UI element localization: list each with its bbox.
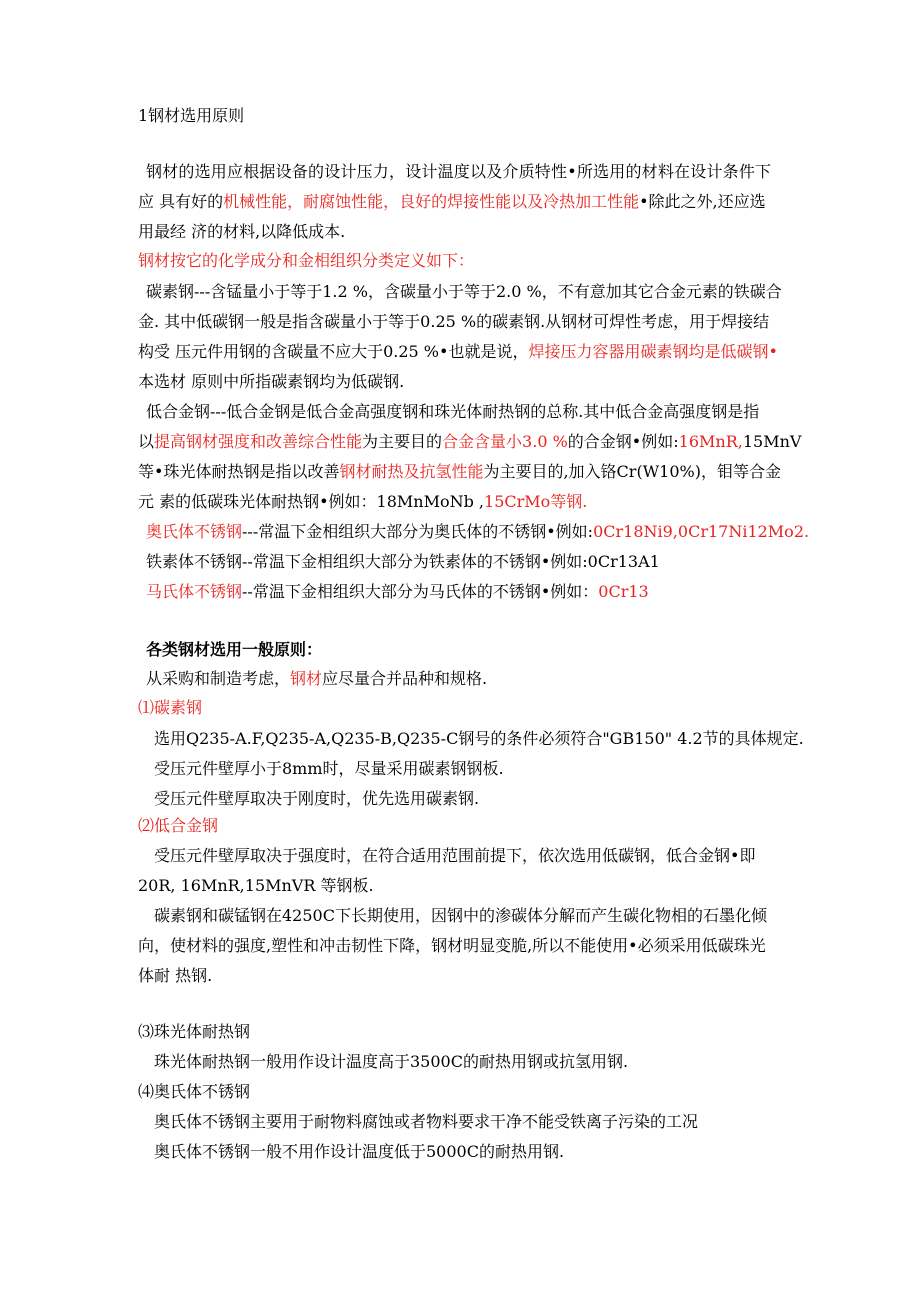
- carbon-line-2: 金. 其中低碳钢一般是指含碳量小于等于0.25 %的碳素钢.从钢材可焊性考虑，用于焊接结: [138, 312, 770, 331]
- section-2-line-1: 受压元件壁厚取决于强度时，在符合适用范围前提下，依次选用低碳钢，低合金钢•即: [154, 846, 756, 865]
- highlight-text: 钢材耐热及抗氢性能: [339, 462, 484, 481]
- highlight-text: 合金含量小3.0 %: [442, 432, 568, 451]
- text: •除此之外,还应选: [639, 192, 766, 211]
- lowalloy-line-1: 低合金钢---低合金钢是低合金高强度钢和珠光体耐热钢的总称.其中低合金高强度钢是指: [146, 402, 760, 421]
- intro-line-2: [138, 192, 766, 212]
- lowalloy-line-2: [138, 432, 801, 452]
- highlight-text: 焊接压力容器用碳素钢均是低碳钢•: [528, 342, 778, 361]
- section-2-line-4: 向，使材料的强度,塑性和冲击韧性下降，钢材明显变脆,所以不能使用•必须采用低碳珠光: [138, 936, 766, 955]
- text: 从采购和制造考虑，: [146, 669, 291, 688]
- section-4-line-2: 奥氏体不锈钢一般不用作设计温度低于5000C的耐热用钢.: [154, 1142, 565, 1161]
- section-1-line-3: 受压元件壁厚取决于刚度时，优先选用碳素钢.: [154, 789, 480, 808]
- highlight-text: 钢材: [290, 669, 323, 688]
- text: 15MnV: [742, 432, 802, 451]
- section-heading: 1钢材选用原则: [138, 106, 245, 125]
- highlight-text: 0Cr18Ni9,0Cr17Ni12Mo2.: [593, 522, 810, 541]
- highlight-text: 马氏体不锈钢: [146, 582, 243, 601]
- text: 的合金钢•例如:: [567, 432, 679, 451]
- text: 元 素的低碳珠光体耐热钢•例如：18MnMoNb ,: [138, 492, 485, 511]
- text: 构受 压元件用钢的含碳量不应大于0.25 %•也就是说，: [138, 342, 529, 361]
- section-4-title: ⑷奥氏体不锈钢: [138, 1082, 251, 1101]
- general-principles-title: 各类钢材选用一般原则：: [146, 640, 323, 659]
- section-1-title: ⑴碳素钢: [138, 698, 203, 717]
- text: 以: [138, 432, 155, 451]
- intro-line-3: 用最经 济的材料,以降低成本.: [138, 222, 346, 241]
- text: 应 具有好的: [138, 192, 224, 211]
- section-3-title: ⑶珠光体耐热钢: [138, 1022, 251, 1041]
- lowalloy-line-3: [138, 462, 781, 482]
- lowalloy-line-4: [138, 492, 587, 512]
- text: 应尽量合并品种和规格.: [322, 669, 488, 688]
- highlight-text: 机械性能，耐腐蚀性能，良好的焊接性能以及冷热加工性能: [223, 192, 640, 211]
- section-2-title: ⑵低合金钢: [138, 816, 219, 835]
- highlight-text: 0Cr13: [598, 582, 649, 601]
- highlight-text: 奥氏体不锈钢: [146, 522, 243, 541]
- austenitic-line: [146, 522, 809, 542]
- text: 等•珠光体耐热钢是指以改善: [138, 462, 340, 481]
- martensitic-line: [146, 582, 649, 602]
- text: --常温下金相组织大部分为马氏体的不锈钢•例如：: [242, 582, 599, 601]
- carbon-line-4: 本选材 原则中所指碳素钢均为低碳钢.: [138, 372, 405, 391]
- section-2-line-3: 碳素钢和碳锰钢在4250C下长期使用，因钢中的渗碳体分解而产生碳化物相的石墨化倾: [154, 906, 767, 925]
- section-1-line-1: 选用Q235-A.F,Q235-A,Q235-B,Q235-C钢号的条件必须符合"GB150" 4.2节的具体规定.: [154, 729, 804, 748]
- classification-title: 钢材按它的化学成分和金相组织分类定义如下：: [138, 251, 475, 270]
- highlight-text: 16MnR,: [678, 432, 743, 451]
- section-1-line-2: 受压元件壁厚小于8mm时，尽量采用碳素钢钢板.: [154, 759, 504, 778]
- intro-line-1: 钢材的选用应根据设备的设计压力，设计温度以及介质特性•所选用的材料在设计条件下: [146, 162, 772, 181]
- carbon-line-3: [138, 342, 778, 362]
- highlight-text: 15CrMo等钢.: [484, 492, 588, 511]
- section-3-line-1: 珠光体耐热钢一般用作设计温度高于3500C的耐热用钢或抗氢用钢.: [154, 1052, 629, 1071]
- section-2-line-2: 20R, 16MnR,15MnVR 等钢板.: [138, 876, 374, 895]
- highlight-text: 提高钢材强度和改善综合性能: [154, 432, 363, 451]
- ferritic-line: 铁素体不锈钢--常温下金相组织大部分为铁素体的不锈钢•例如:0Cr13A1: [146, 552, 660, 571]
- text: 为主要目的,加入铬Cr(W10%)，钼等合金: [483, 462, 781, 481]
- section-2-line-5: 体耐 热钢.: [138, 966, 213, 985]
- general-principles-line: [146, 669, 487, 689]
- text: 为主要目的: [362, 432, 443, 451]
- text: ---常温下金相组织大部分为奥氏体的不锈钢•例如:: [242, 522, 594, 541]
- section-4-line-1: 奥氏体不锈钢主要用于耐物料腐蚀或者物料要求干净不能受铁离子污染的工况: [154, 1112, 699, 1131]
- carbon-line-1: 碳素钢---含锰量小于等于1.2 %，含碳量小于等于2.0 %，不有意加其它合金元素的铁碳合: [146, 282, 782, 301]
